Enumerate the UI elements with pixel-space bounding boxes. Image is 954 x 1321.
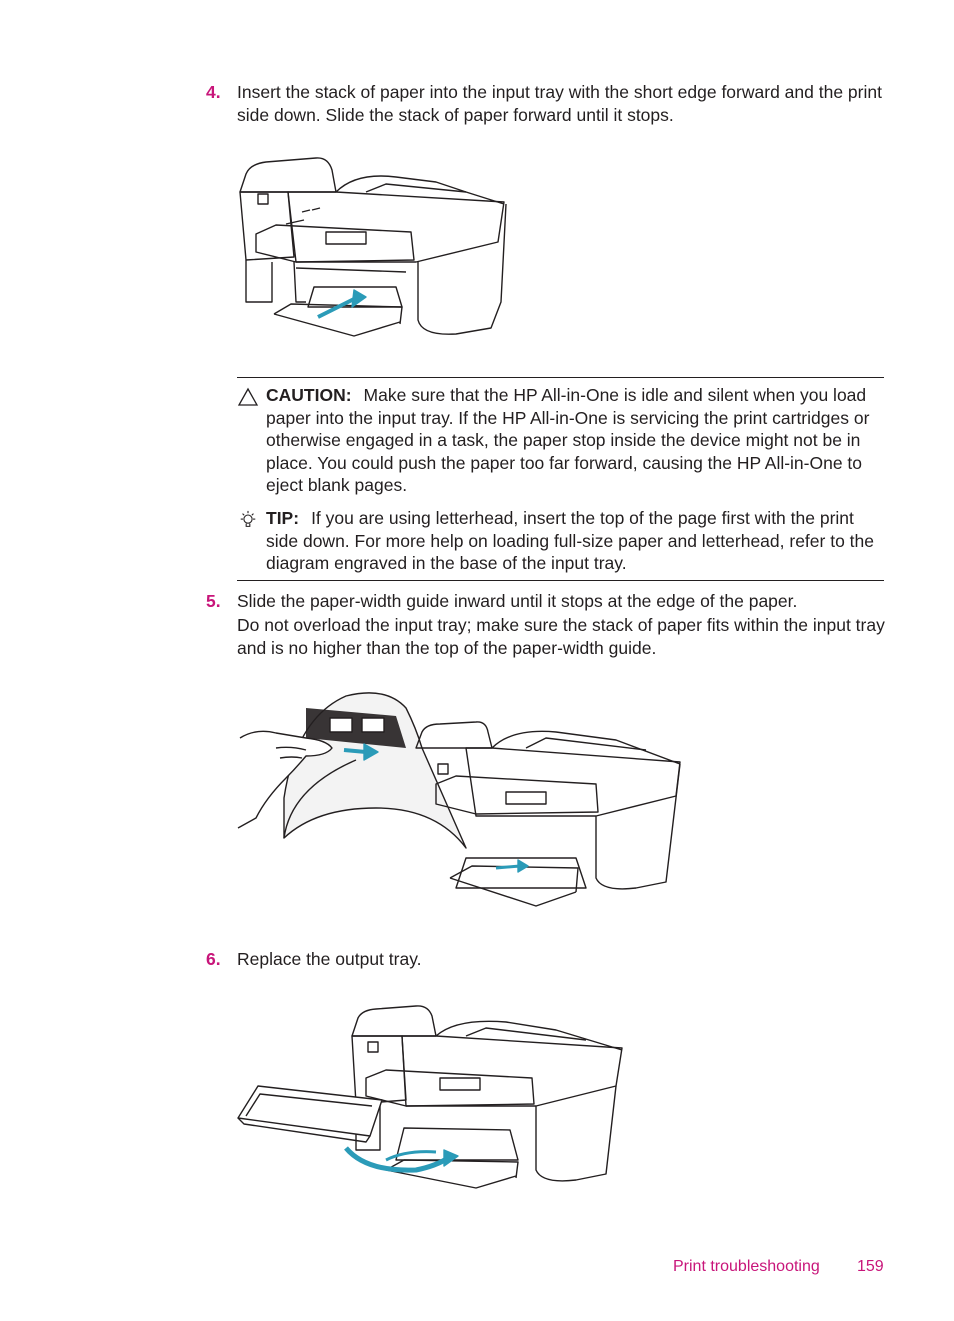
note-top-rule <box>237 377 884 378</box>
step-text: Insert the stack of paper into the input tray with the short edge forward and the print side down. Slide the stack of paper forward until it stops. <box>237 82 882 125</box>
step-number: 5. <box>206 591 221 611</box>
step-5-detail: Do not overload the input tray; make sure the stack of paper fits within the input tray and is no higher than the top of the paper-width guide. <box>237 615 885 658</box>
printer-insert-paper-illustration <box>236 152 511 344</box>
tip-body <box>266 507 885 575</box>
caution-triangle-icon <box>237 387 259 407</box>
lightbulb-icon <box>237 510 259 530</box>
step-text: Slide the paper-width guide inward until it stops at the edge of the paper. <box>237 591 798 611</box>
tip-label: TIP: <box>266 508 300 528</box>
paper-width-guide-illustration <box>236 688 686 912</box>
replace-output-tray-illustration <box>236 1000 626 1194</box>
step-number: 4. <box>206 82 221 102</box>
footer-page-number: 159 <box>857 1258 884 1275</box>
note-bottom-rule <box>237 580 884 581</box>
footer-section-title: Print troubleshooting <box>673 1258 820 1275</box>
step-number: 6. <box>206 949 221 969</box>
caution-label: CAUTION: <box>266 385 352 405</box>
step-text: Replace the output tray. <box>237 949 422 969</box>
tip-text: If you are using letterhead, insert the top of the page first with the print side down. For more help on loading full-size paper and letterhead, refer to the diagram engraved in the base of the input tray. <box>266 508 874 573</box>
caution-text: Make sure that the HP All-in-One is idle and silent when you load paper into the input tray. If the HP All-in-One is servicing the print cartridges or otherwise engaged in a task, the paper stop inside the device might not be in place. You could push the paper too far forward, causing the HP All-in-One to eject blank pages. <box>266 385 870 495</box>
caution-body <box>266 384 885 497</box>
